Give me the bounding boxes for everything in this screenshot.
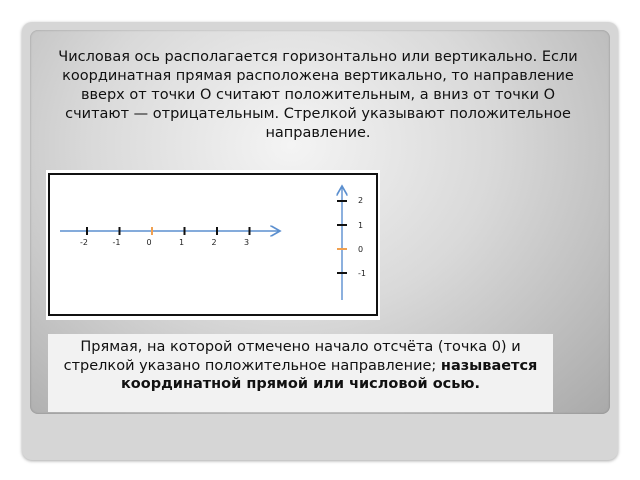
intro-text: Числовая ось располагается горизонтально или вертикально. Если координатная прямая расположена вертикально, то направление вверх от точки О считают положительным, а вниз от точки О считают — отрицательным. Стрелкой указывают положительное направление. <box>58 49 578 141</box>
vertical-tick-label: 1 <box>358 221 364 230</box>
definition-bold-text: называется координатной прямой или числовой осью. <box>120 357 538 392</box>
horizontal-tick-label: 3 <box>243 238 250 247</box>
number-line-svg <box>46 170 380 320</box>
definition-box <box>48 334 553 412</box>
definition-text: Прямая, на которой отмечено начало отсчёта (точка 0) и стрелкой указано положительное направление; <box>63 339 521 374</box>
number-line-figure <box>46 170 380 320</box>
horizontal-tick-label: -2 <box>80 238 88 247</box>
vertical-tick-label: 0 <box>358 245 364 254</box>
horizontal-tick-label: -1 <box>112 238 121 247</box>
horizontal-tick-label: 1 <box>178 238 185 247</box>
horizontal-tick-label: 0 <box>146 238 152 247</box>
vertical-tick-label: -1 <box>358 269 366 278</box>
horizontal-tick-label: 2 <box>211 238 217 247</box>
vertical-tick-label: 2 <box>358 196 364 205</box>
